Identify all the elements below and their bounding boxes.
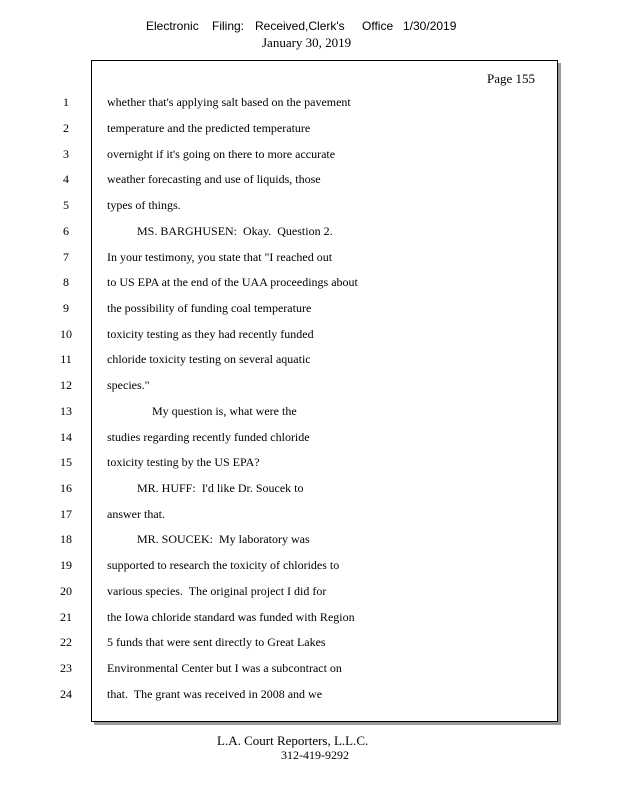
transcript-line: types of things. <box>107 198 181 212</box>
line-number: 2 <box>63 121 69 135</box>
transcript-line: toxicity testing as they had recently funded <box>107 327 314 341</box>
transcript-line: In your testimony, you state that "I reached out <box>107 250 333 264</box>
transcript-line: MR. HUFF: I'd like Dr. Soucek to <box>107 481 304 495</box>
line-number: 7 <box>63 250 69 264</box>
transcript-line: Environmental Center but I was a subcontract on <box>107 661 342 675</box>
transcript-line: the possibility of funding coal temperature <box>107 301 312 315</box>
line-number: 1 <box>63 95 69 109</box>
line-number: 23 <box>60 661 72 675</box>
transcript-line: answer that. <box>107 507 165 521</box>
filing-stamp-date: 1/30/2019 <box>403 19 457 33</box>
transcript-line: 5 funds that were sent directly to Great Lakes <box>107 635 326 649</box>
transcript-line: overnight if it's going on there to more accurate <box>107 147 336 161</box>
page-number: Page 155 <box>487 71 536 86</box>
line-number: 19 <box>60 558 72 572</box>
line-number: 5 <box>63 198 69 212</box>
transcript-line: to US EPA at the end of the UAA proceedings about <box>107 275 358 289</box>
line-number: 13 <box>60 404 72 418</box>
transcript-line: temperature and the predicted temperature <box>107 121 311 135</box>
line-number: 20 <box>60 584 72 598</box>
transcript-line: species." <box>107 378 150 392</box>
filing-stamp-word: Electronic <box>146 19 199 33</box>
transcript-line: MR. SOUCEK: My laboratory was <box>107 532 310 546</box>
line-number: 22 <box>60 635 72 649</box>
line-number: 14 <box>60 430 72 444</box>
filing-stamp <box>0 19 618 35</box>
transcript-line: the Iowa chloride standard was funded with Region <box>107 610 355 624</box>
transcript-line: various species. The original project I did for <box>107 584 327 598</box>
transcript-line: toxicity testing by the US EPA? <box>107 455 260 469</box>
line-number: 4 <box>63 172 69 186</box>
transcript-line: whether that's applying salt based on the pavement <box>107 95 351 109</box>
line-number: 6 <box>63 224 69 238</box>
reporter-company: L.A. Court Reporters, L.L.C. <box>217 733 369 748</box>
transcript-line: supported to research the toxicity of chlorides to <box>107 558 340 572</box>
line-number: 24 <box>60 687 72 701</box>
line-number: 9 <box>63 301 69 315</box>
line-number: 3 <box>63 147 69 161</box>
line-number: 12 <box>60 378 72 392</box>
line-number: 16 <box>60 481 72 495</box>
line-number: 15 <box>60 455 72 469</box>
transcript-line: chloride toxicity testing on several aquatic <box>107 352 311 366</box>
transcript-line: My question is, what were the <box>107 404 297 418</box>
line-number: 17 <box>60 507 72 521</box>
hearing-date: January 30, 2019 <box>262 35 352 50</box>
transcript-line: weather forecasting and use of liquids, those <box>107 172 321 186</box>
line-number: 18 <box>60 532 72 546</box>
line-number: 8 <box>63 275 69 289</box>
filing-stamp-word: Office <box>362 19 394 33</box>
line-number: 10 <box>60 327 72 341</box>
filing-stamp-word: Received,Clerk's <box>255 19 345 33</box>
transcript-line: studies regarding recently funded chloride <box>107 430 310 444</box>
line-number: 21 <box>60 610 72 624</box>
line-number: 11 <box>60 352 72 366</box>
reporter-phone: 312-419-9292 <box>281 748 349 762</box>
filing-stamp-word: Filing: <box>212 19 245 33</box>
transcript-line: MS. BARGHUSEN: Okay. Question 2. <box>107 224 333 238</box>
transcript-line: that. The grant was received in 2008 and we <box>107 687 323 701</box>
